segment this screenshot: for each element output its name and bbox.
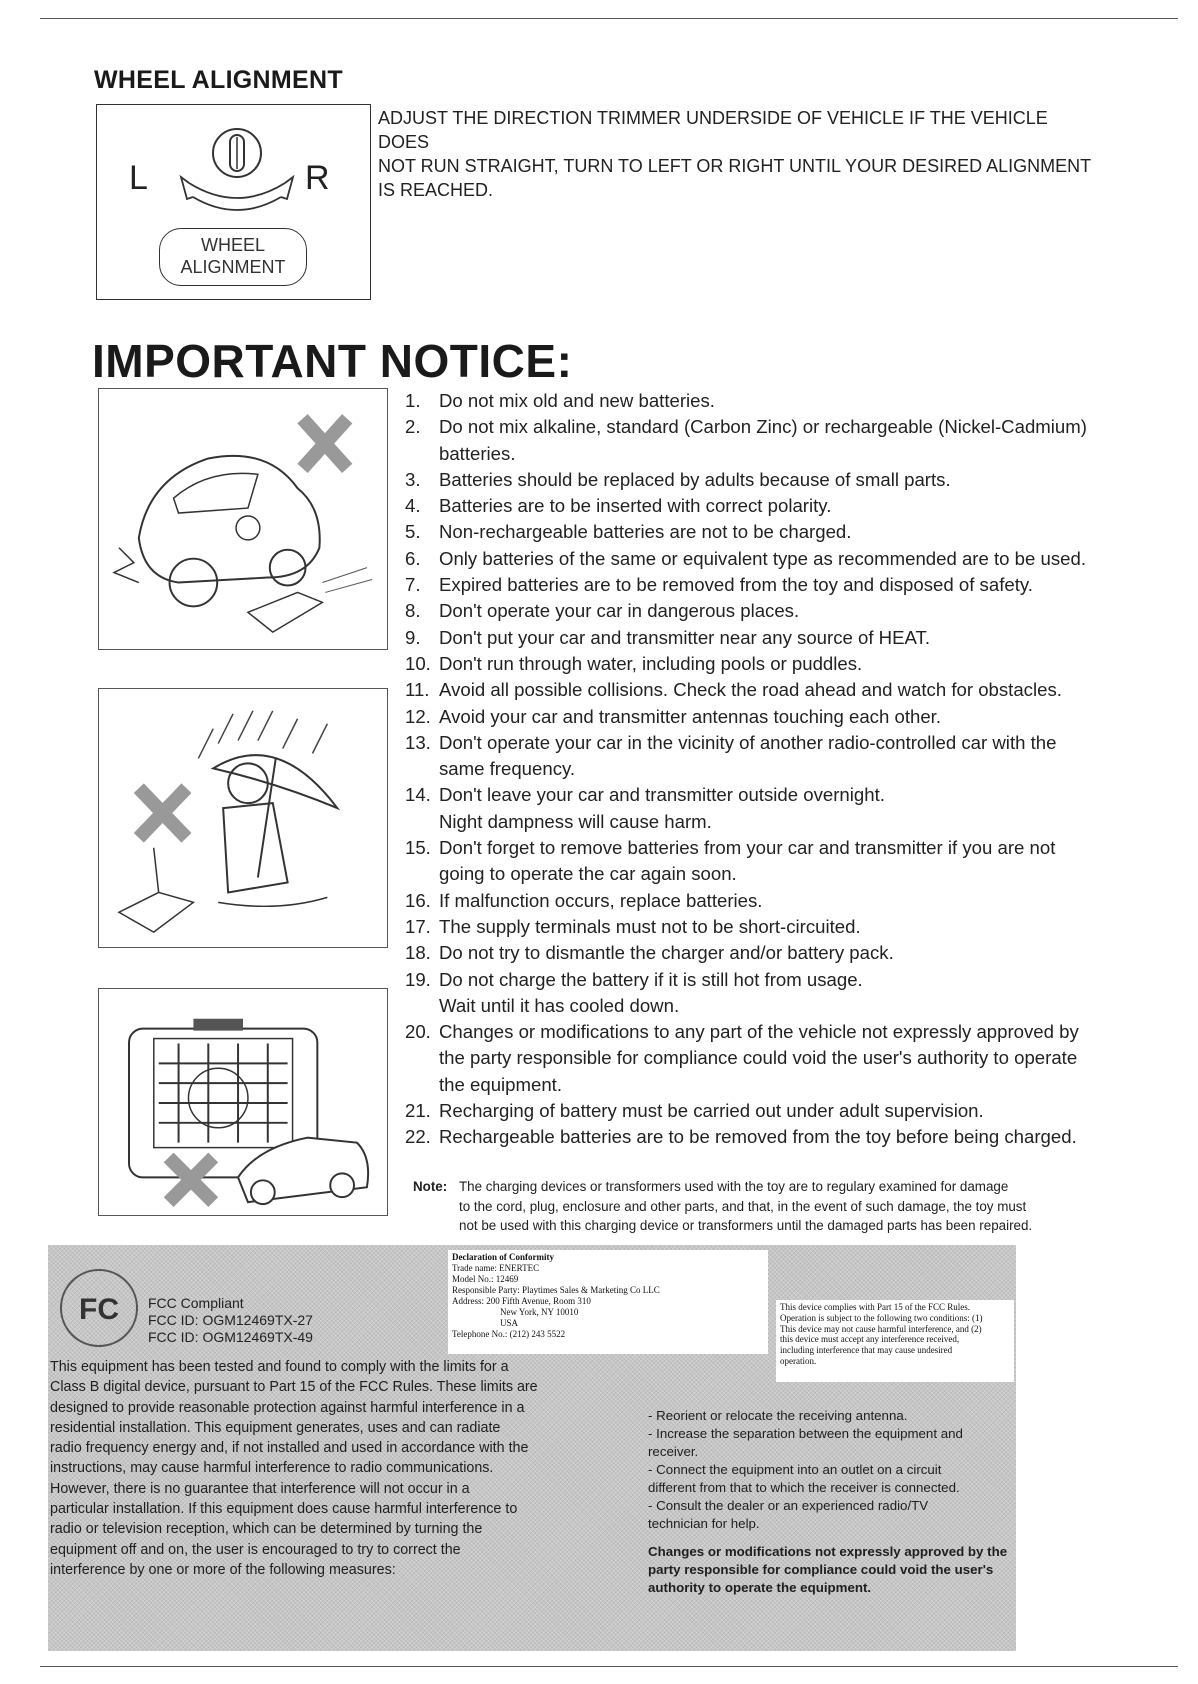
notice-item-number: 4.	[405, 495, 421, 517]
fcc-statement-line: radio frequency energy and, if not installed and used in accordance with the	[50, 1440, 529, 1457]
notice-item-number: 22.	[405, 1126, 431, 1148]
fcc-statement-line: designed to provide reasonable protection against harmful interference in a	[50, 1399, 525, 1416]
notice-item-line: Don't run through water, including pools or puddles.	[439, 652, 863, 674]
fcc-statement-line: particular installation. If this equipment does cause harmful interference to	[50, 1501, 518, 1518]
notice-item-line: Changes or modifications to any part of the vehicle not expressly approved by	[439, 1021, 1079, 1043]
notice-item-line: Don't operate your car in the vicinity of another radio-controlled car with the	[439, 731, 1057, 753]
notice-item-number: 15.	[405, 837, 431, 859]
top-rule	[40, 18, 1178, 19]
notice-item-text	[439, 572, 1165, 598]
notice-item-number: 16.	[405, 889, 431, 911]
notice-item-number: 17.	[405, 915, 431, 937]
notice-item-line: Batteries are to be inserted with correct polarity.	[439, 495, 832, 517]
notice-item-line: Only batteries of the same or equivalent type as recommended are to be used.	[439, 547, 1087, 569]
notice-item-number: 20.	[405, 1021, 431, 1043]
notice-item-line: Night dampness will cause harm.	[439, 810, 712, 832]
notice-item-number: 13.	[405, 731, 431, 753]
notice-item-text	[439, 940, 1165, 966]
fcc-id-list: FCC Compliant FCC ID: OGM12469TX-27 FCC ID: OGM12469TX-49	[148, 1295, 313, 1345]
notice-item-number: 8.	[405, 600, 421, 622]
fcc-logo-icon	[58, 1267, 140, 1349]
notice-item	[405, 546, 1165, 572]
notice-item-text	[439, 519, 1165, 545]
warning-line: party responsible for compliance could void the user's	[648, 1562, 994, 1577]
notice-item-number: 1.	[405, 390, 421, 411]
heater-car-illustration	[98, 988, 388, 1216]
note-label: Note:	[413, 1179, 448, 1194]
notice-item-text	[439, 677, 1165, 703]
notice-item-line: same frequency.	[439, 758, 576, 780]
notice-item	[405, 967, 1165, 1020]
wheel-alignment-label: WHEEL ALIGNMENT	[159, 228, 307, 286]
notice-item-line: Wait until it has cooled down.	[439, 994, 680, 1016]
notice-list	[405, 388, 1165, 1151]
notice-item-text	[439, 914, 1165, 940]
notice-item-line: Non-rechargeable batteries are not to be charged.	[439, 521, 852, 543]
notice-item	[405, 888, 1165, 914]
notice-item-text	[439, 704, 1165, 730]
part15-compliance-statement: This device complies with Part 15 of the FCC Rules. Operation is subject to the following two conditions: (1) This device may not cause harmful interference, and (2) this device must accept any interference received, including interference that may cause undesired operation.	[776, 1300, 1014, 1382]
notice-item-text	[439, 888, 1165, 914]
notice-item	[405, 572, 1165, 598]
right-letter: R	[305, 159, 330, 197]
fcc-compliance-block	[48, 1245, 1016, 1651]
notice-item-line: Do not mix alkaline, standard (Carbon Zinc) or rechargeable (Nickel-Cadmium)	[439, 416, 1087, 438]
left-letter: L	[129, 159, 148, 197]
notice-item-line: Expired batteries are to be removed from the toy and disposed of safety.	[439, 574, 1033, 596]
fcc-measures	[648, 1407, 1008, 1597]
measure-line: technician for help.	[648, 1516, 760, 1531]
fcc-statement-line: radio or television reception, which can be determined by turning the	[50, 1521, 483, 1538]
notice-item-number: 21.	[405, 1100, 431, 1122]
fcc-statement-line: instructions, may cause harmful interference to radio communications.	[50, 1460, 494, 1477]
notice-item-line: Rechargeable batteries are to be removed from the toy before being charged.	[439, 1126, 1077, 1148]
measure-line: - Consult the dealer or an experienced radio/TV	[648, 1498, 929, 1513]
wheel-alignment-heading: WHEEL ALIGNMENT	[94, 66, 343, 94]
notice-item-number: 2.	[405, 416, 421, 438]
notice-item	[405, 940, 1165, 966]
notice-item	[405, 519, 1165, 545]
notice-item-line: the party responsible for compliance could void the user's authority to operate	[439, 1047, 1078, 1069]
notice-item-text	[439, 782, 1165, 835]
notice-item	[405, 835, 1165, 888]
notice-item-line: Do not try to dismantle the charger and/or battery pack.	[439, 942, 894, 964]
svg-text:FC: FC	[79, 1293, 119, 1326]
notice-item	[405, 388, 1165, 414]
notice-item-line: The supply terminals must not to be short-circuited.	[439, 915, 861, 937]
heater-icon	[99, 989, 387, 1215]
notice-item-number: 9.	[405, 626, 421, 648]
notice-item-number: 5.	[405, 521, 421, 543]
notice-item-line: Do not charge the battery if it is still hot from usage.	[439, 968, 863, 990]
notice-item	[405, 651, 1165, 677]
notice-item-text	[439, 625, 1165, 651]
notice-item-text	[439, 730, 1165, 783]
wheel-alignment-diagram	[96, 104, 371, 300]
notice-item-text	[439, 598, 1165, 624]
fcc-statement-line: Class B digital device, pursuant to Part 15 of the FCC Rules. These limits are	[50, 1379, 538, 1396]
fcc-class-b-statement	[50, 1357, 625, 1580]
umbrella-child-icon	[99, 689, 387, 947]
notice-item	[405, 467, 1165, 493]
notice-item-text	[439, 1124, 1165, 1150]
rain-child-illustration	[98, 688, 388, 948]
notice-item-number: 19.	[405, 968, 431, 990]
notice-item	[405, 914, 1165, 940]
charging-note: Note: The charging devices or transformers used with the toy are to regulary examined for damage to the cord, plug, enclosure and other parts, and that, in the event of such damage, the toy must not be used with this charging device or transformers until the damaged parts has been repaired.	[413, 1179, 1033, 1233]
x-mark-icon	[169, 1158, 214, 1203]
notice-item-text	[439, 467, 1165, 493]
notice-item-text	[439, 414, 1165, 467]
car-crash-illustration	[98, 388, 388, 650]
notice-item-number: 18.	[405, 942, 431, 964]
notice-item-number: 14.	[405, 784, 431, 806]
notice-item-line: Don't forget to remove batteries from your car and transmitter if you are not	[439, 837, 1056, 859]
notice-item-line: Don't put your car and transmitter near any source of HEAT.	[439, 626, 930, 648]
notice-item	[405, 1124, 1165, 1150]
fcc-statement-line: residential installation. This equipment generates, uses and can radiate	[50, 1419, 501, 1436]
notice-item	[405, 414, 1165, 467]
notice-item-number: 7.	[405, 574, 421, 596]
measure-line: - Increase the separation between the equipment and	[648, 1426, 963, 1441]
notice-item-text	[439, 1098, 1165, 1124]
notice-item-text	[439, 388, 1165, 414]
notice-item-line: going to operate the car again soon.	[439, 863, 737, 885]
notice-item	[405, 1098, 1165, 1124]
fcc-statement-line: This equipment has been tested and found to comply with the limits for a	[50, 1359, 509, 1375]
notice-item-line: batteries.	[439, 442, 516, 464]
x-mark-icon	[139, 788, 187, 838]
declaration-of-conformity: Declaration of Conformity Trade name: ENERTEC Model No.: 12469 Responsible Party: Playtimes Sales & Marketing Co LLC Address: 200 Fifth Avenue, Room 310 New York, NY 10010 USA Telephone No.: (212) 243 5522	[448, 1250, 768, 1354]
bottom-rule	[40, 1666, 1178, 1667]
measure-line: different from that to which the receiver is connected.	[648, 1480, 960, 1495]
measure-line: - Reorient or relocate the receiving antenna.	[648, 1408, 908, 1423]
notice-item	[405, 1019, 1165, 1098]
fcc-statement-line: However, there is no guarantee that interference will not occur in a	[50, 1480, 470, 1497]
notice-item-text	[439, 835, 1165, 888]
notice-item-line: the equipment.	[439, 1073, 563, 1095]
notice-item	[405, 493, 1165, 519]
notice-item-number: 6.	[405, 547, 421, 569]
notice-item-line: Recharging of battery must be carried out under adult supervision.	[439, 1100, 984, 1122]
important-notice-heading: IMPORTANT NOTICE:	[92, 335, 573, 387]
notice-item-line: Do not mix old and new batteries.	[439, 390, 715, 411]
notice-item-text	[439, 967, 1165, 1020]
notice-item-number: 12.	[405, 705, 431, 727]
notice-item-line: Avoid your car and transmitter antennas touching each other.	[439, 705, 941, 727]
measure-line: receiver.	[648, 1444, 699, 1459]
measure-line: - Connect the equipment into an outlet on a circuit	[648, 1462, 942, 1477]
notice-item-text	[439, 493, 1165, 519]
notice-item-number: 10.	[405, 652, 431, 674]
notice-item-text	[439, 546, 1165, 572]
notice-item-text	[439, 1019, 1165, 1098]
notice-item-line: Batteries should be replaced by adults because of small parts.	[439, 468, 951, 490]
modification-warning	[648, 1543, 1008, 1597]
notice-item	[405, 677, 1165, 703]
x-mark-icon	[303, 419, 348, 469]
notice-item-line: Don't leave your car and transmitter outside overnight.	[439, 784, 885, 806]
notice-item	[405, 730, 1165, 783]
notice-item-line: Don't operate your car in dangerous places.	[439, 600, 800, 622]
notice-item-line: If malfunction occurs, replace batteries.	[439, 889, 763, 911]
fcc-statement-line: interference by one or more of the following measures:	[50, 1561, 396, 1578]
notice-item-number: 3.	[405, 468, 421, 490]
crashed-car-icon	[99, 389, 387, 649]
wheel-alignment-instructions: ADJUST THE DIRECTION TRIMMER UNDERSIDE OF VEHICLE IF THE VEHICLE DOES NOT RUN STRAIGHT, TURN TO LEFT OR RIGHT UNTIL YOUR DESIRED ALIGNMENT IS REACHED.	[378, 108, 1092, 200]
notice-item	[405, 782, 1165, 835]
notice-item-line: Avoid all possible collisions. Check the road ahead and watch for obstacles.	[439, 679, 1062, 701]
fcc-statement-line: equipment off and on, the user is encouraged to try to correct the	[50, 1541, 461, 1558]
notice-item	[405, 625, 1165, 651]
notice-item	[405, 704, 1165, 730]
notice-item-text	[439, 651, 1165, 677]
notice-item-number: 11.	[405, 679, 430, 701]
interference-measures-list	[648, 1407, 1008, 1533]
warning-line: authority to operate the equipment.	[648, 1580, 872, 1595]
notice-item	[405, 598, 1165, 624]
warning-line: Changes or modifications not expressly approved by the	[648, 1544, 1008, 1559]
